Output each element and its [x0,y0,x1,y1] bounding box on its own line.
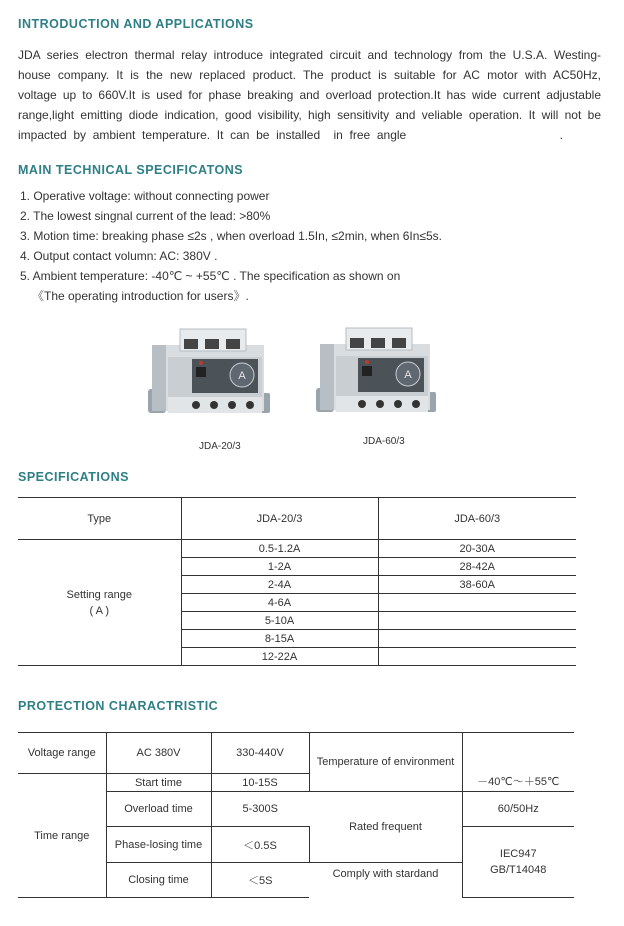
comply-value-1: IEC947 [499,848,537,860]
intro-line: impacted by ambient temperature. It can be installed in free angle . [18,128,563,142]
dial-letter: A [238,370,246,382]
table-cell [378,612,576,630]
specifications-heading: SPECIFICATIONS [18,470,129,484]
table-cell: 2-4A [181,576,378,594]
table-cell [378,630,576,648]
phase-losing-time-value: ＜0.5S [211,827,309,863]
rated-label: Rated frequent [309,792,462,863]
table-cell: 8-15A [181,630,378,648]
phase-losing-time-label: Phase-losing time [106,827,211,863]
intro-line: house company. It is the new replaced product. The product is suitable for AC motor with AC50Hz, [18,68,601,82]
comply-value-2: GB/T14048 [490,864,547,876]
table-cell: 12-22A [181,648,378,666]
rated-value: 60/50Hz [462,792,574,827]
spec-item: 2. The lowest singnal current of the lead: >80% [20,209,271,223]
intro-paragraph [18,45,601,145]
table-cell: 20-30A [378,540,576,558]
setting-range-cell [18,540,181,666]
voltage-value: 330-440V [211,733,309,774]
table-header-row [18,498,576,540]
intro-heading: INTRODUCTION AND APPLICATIONS [18,17,254,31]
product-image-jda-20 [146,327,272,432]
table-cell: 28-42A [378,558,576,576]
time-range-label: Time range [18,774,106,898]
table-cell [378,594,576,612]
col-type: Type [18,498,181,540]
protection-heading: PROTECTION CHARACTRISTIC [18,699,219,713]
table-row [18,540,576,558]
voltage-ac: AC 380V [106,733,211,774]
voltage-range-label: Voltage range [18,733,106,774]
spec-item: 4. Output contact volumn: AC: 380V . [20,249,218,263]
main-specs-list [20,186,442,306]
dial-letter: A [404,369,412,381]
table-cell: 0.5-1.2A [181,540,378,558]
specifications-table [18,497,576,666]
table-cell [378,648,576,666]
product-image-jda-60 [314,326,438,427]
product-caption: JDA-20/3 [199,441,241,452]
intro-line: voltage up to 660V.It is used for phase breaking and overload protection.It has wide current adjustable [18,88,601,102]
spec-item: 3. Motion time: breaking phase ≤2s , when overload 1.5In, ≤2min, when 6In≤5s. [20,229,442,243]
closing-time-label: Closing time [106,863,211,898]
intro-line: range,light emitting diode indication, good visibility, high sensitivity and veliable operation. It will not be [18,108,601,122]
table-row [18,733,574,774]
temp-label: Temperature of environment [309,733,462,792]
table-cell: 38-60A [378,576,576,594]
start-time-label: Start time [106,774,211,792]
protection-table [18,732,574,898]
product-caption: JDA-60/3 [363,436,405,447]
temp-value: －40℃～＋55℃ [462,733,574,792]
table-cell: 5-10A [181,612,378,630]
intro-line: JDA series electron thermal relay introduce integrated circuit and technology from the U.S.A. Westing- [18,48,601,62]
start-time-value: 10-15S [211,774,309,792]
table-cell: 4-6A [181,594,378,612]
comply-label: Comply with stardand [332,868,439,880]
overload-time-label: Overload time [106,792,211,827]
col-jda-60: JDA-60/3 [378,498,576,540]
spec-item: 1. Operative voltage: without connecting power [20,189,270,203]
setting-range-unit: ( A ) [89,604,110,617]
comply-value-cell [462,827,574,898]
col-jda-20: JDA-20/3 [181,498,378,540]
spec-item: 5. Ambient temperature: -40℃ ~ +55℃ . The specification as shown on [20,269,401,283]
table-cell: 1-2A [181,558,378,576]
main-specs-heading: MAIN TECHNICAL SPECIFICATONS [18,163,244,177]
spec-item: 《The operating introduction for users》. [32,289,249,303]
overload-time-value: 5-300S [211,792,309,827]
setting-range-label: Setting range [66,588,132,601]
closing-time-value: ＜5S [211,863,309,898]
